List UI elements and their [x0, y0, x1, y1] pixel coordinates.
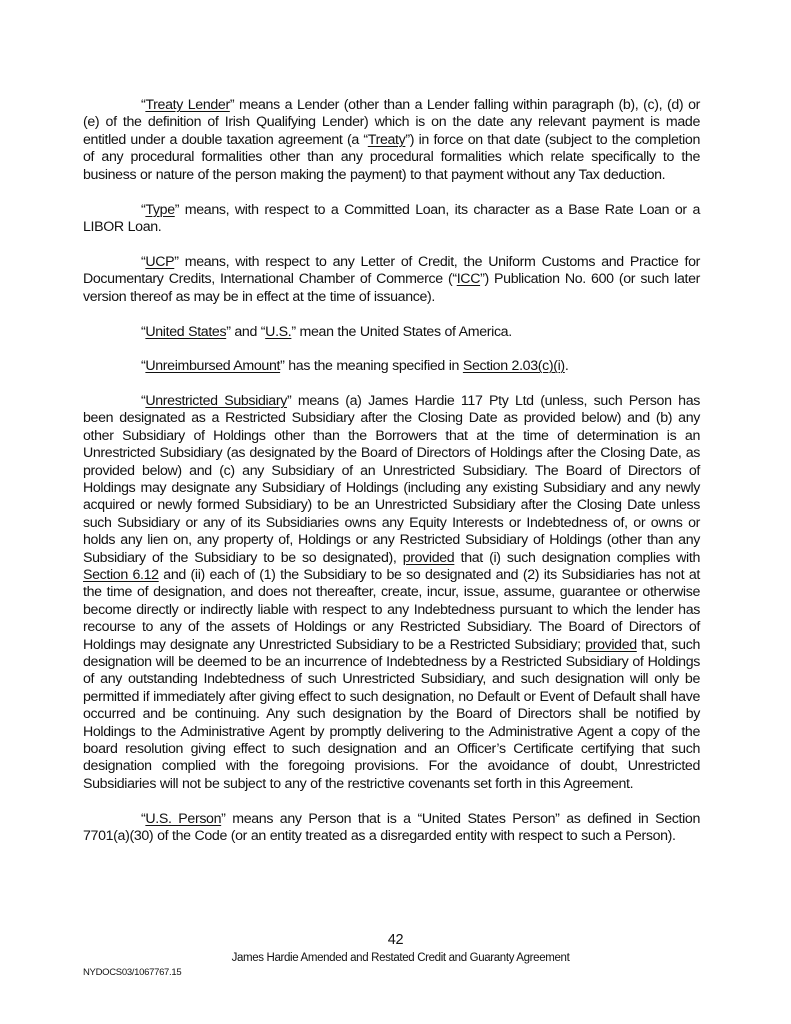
definition-text: ” and “: [226, 323, 266, 340]
definition-text: and (ii) each of (1) the Subsidiary to be so designated and (2) its Subsidiaries has not at the time of designation, and does not thereafter, create, incur, issue, assume, guarantee or otherwise become directly or indirectly liable with respect to any Indebtedness pursuant to which the lender has recourse to any of the assets of Holdings or any Restricted Subsidiary. The Board of Directors of Holdings may designate any Unrestricted Subsidiary to be a Restricted Subsidiary;: [83, 566, 700, 653]
defined-term: Treaty: [367, 131, 406, 148]
definition-text: that, such designation will be deemed to be an incurrence of Indebtedness by a Restricted Subsidiary of Holdings of any outstanding Indebtedness of such Unrestricted Subsidiary, and such designation will only be permitted if immediately after giving effect to such designation, no Default or Event of Default shall have occurred and be continuing. Any such designation by the Board of Directors shall be notified by Holdings to the Administrative Agent by promptly delivering to the Administrative Agent a copy of the board resolution giving effect to such designation and an Officer’s Certificate certifying that such designation complied with the foregoing provisions. For the avoidance of doubt, Unrestricted Subsidiaries will not be subject to any of the restrictive covenants set forth in this Agreement.: [83, 636, 700, 792]
definition-text: ”) in force on that date (subject to the completion of any procedural formalities other than any procedural formalities which relate specifically to the business or nature of the person making the payment) to that payment without any Tax deduction.: [83, 131, 700, 183]
defined-term: United States: [145, 323, 227, 340]
definition-ucp: [83, 254, 700, 306]
definition-text: ” has the meaning specified in: [280, 357, 463, 374]
defined-term: ICC: [456, 271, 481, 288]
defined-term: provided: [402, 549, 455, 566]
defined-term: Section 6.12: [83, 566, 159, 583]
defined-term: Section 2.03(c)(i): [462, 357, 565, 374]
definition-text: ” means, with respect to a Committed Loan, its character as a Base Rate Loan or a LIBOR Loan.: [83, 201, 700, 235]
definition-text: “: [141, 323, 146, 340]
definition-text: “: [141, 253, 146, 270]
footer-document-title: James Hardie Amended and Restated Credit and Guaranty Agreement: [231, 952, 570, 964]
definition-text: ” mean the United States of America.: [291, 323, 512, 340]
definition-text: “: [141, 810, 146, 827]
defined-term: U.S.: [265, 323, 292, 340]
definition-united-states: [83, 324, 700, 341]
defined-term: UCP: [145, 253, 175, 270]
definition-text: ”) Publication No. 600 (or such later version thereof as may be in effect at the time of issuance).: [83, 271, 700, 305]
definition-unrestricted-subsidiary: [83, 393, 700, 793]
document-body: [83, 97, 700, 863]
definition-text: ” means, with respect to any Letter of Credit, the Uniform Customs and Practice for Documentary Credits, International Chamber of Commerce (“: [83, 253, 700, 288]
definition-type: [83, 202, 700, 237]
defined-term: U.S. Person: [145, 810, 222, 827]
definition-text: ” means any Person that is a “United States Person” as defined in Section 7701(a)(30) of the Code (or an entity treated as a disregarded entity with respect to such a Person).: [83, 810, 700, 845]
definition-text: ” means (a) James Hardie 117 Pty Ltd (unless, such Person has been designated as a Restricted Subsidiary after the Closing Date as provided below) and (b) any other Subsidiary of Holdings other than the Borrowers that at the time of determination is an Unrestricted Subsidiary (as designated by the Board of Directors of Holdings after the Closing Date, as provided below) and (c) any Subsidiary of an Unrestricted Subsidiary. The Board of Directors of Holdings may designate any Subsidiary of Holdings (including any existing Subsidiary and any newly acquired or newly formed Subsidiary) to be an Unrestricted Subsidiary after the Closing Date unless such Subsidiary or any of its Subsidiaries owns any Equity Interests or Indebtedness of, or owns or holds any lien on, any property of, Holdings or any Restricted Subsidiary of Holdings (other than any Subsidiary of the Subsidiary to be so designated),: [83, 392, 701, 566]
defined-term: Treaty Lender: [145, 97, 230, 113]
definition-text: “: [141, 201, 146, 218]
defined-term: provided: [585, 636, 637, 653]
defined-term: Type: [145, 201, 175, 218]
footer-document-id: NYDOCS03/1067767.15: [83, 967, 182, 978]
definition-unreimbursed-amount: [83, 358, 700, 375]
page-number: 42: [387, 932, 404, 948]
defined-term: Unrestricted Subsidiary: [145, 392, 287, 409]
definition-treaty-lender: [83, 97, 700, 184]
definition-text: “: [141, 357, 146, 374]
defined-term: Unreimbursed Amount: [145, 357, 281, 374]
definition-text: .: [564, 357, 569, 374]
definition-text: ” means a Lender (other than a Lender falling within paragraph (b), (c), (d) or (e) of the definition of Irish Qualifying Lender) which is on the date any relevant payment is made entitled under a double taxation agreement (a “: [83, 97, 700, 148]
definition-text: “: [141, 392, 146, 409]
definition-us-person: [83, 811, 700, 846]
definition-text: that (i) such designation complies with: [454, 549, 700, 566]
definition-text: “: [141, 97, 146, 113]
